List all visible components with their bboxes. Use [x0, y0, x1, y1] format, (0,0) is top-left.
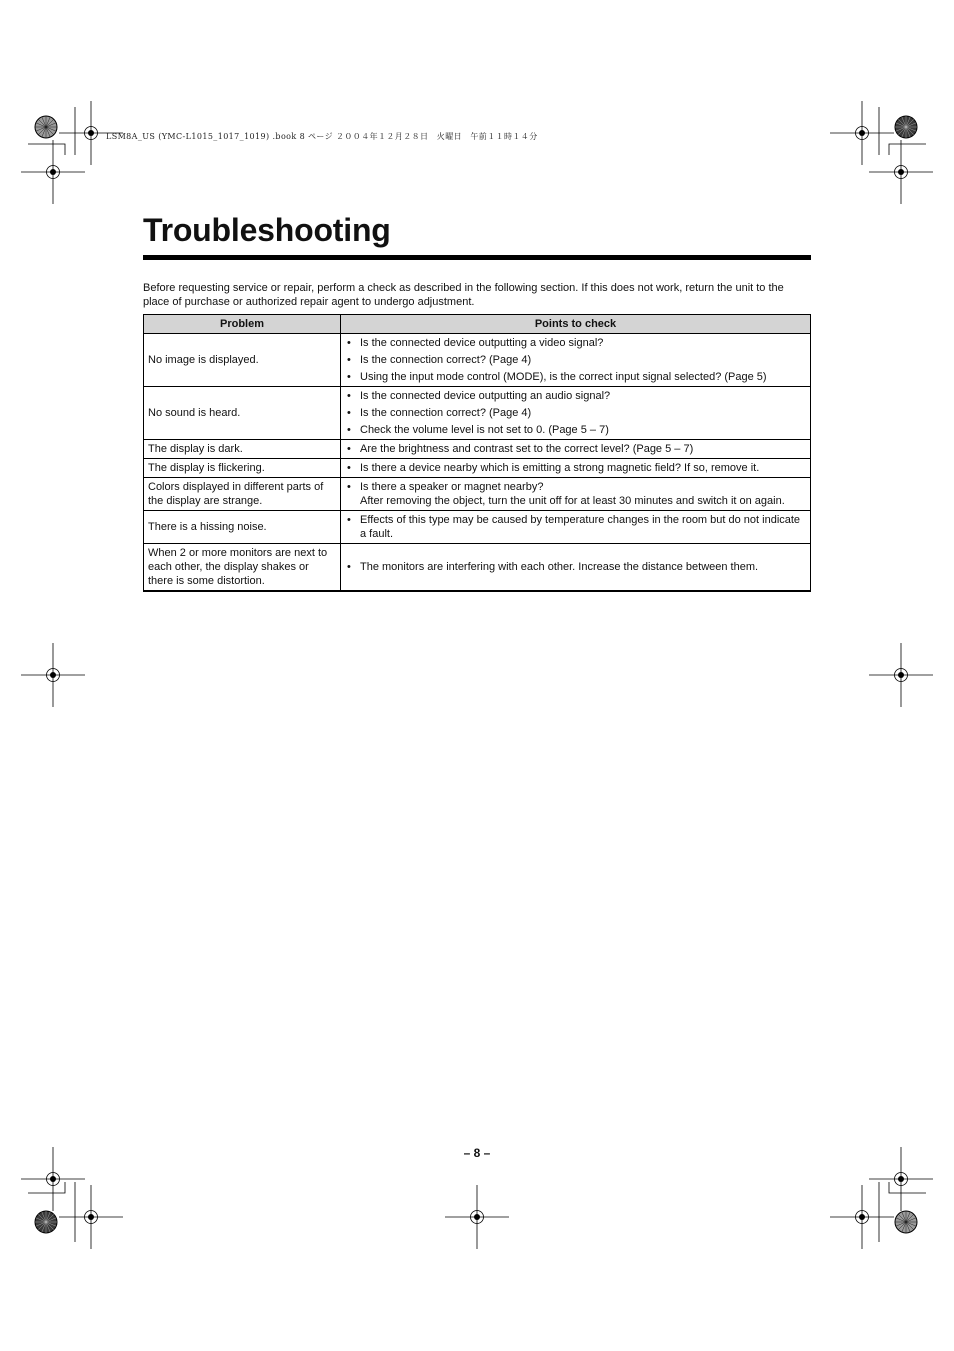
- check-item: • Is the connected device outputting a video signal?: [345, 336, 806, 350]
- points-cell: [341, 478, 811, 511]
- check-item: • Using the input mode control (MODE), is the correct input signal selected? (Page 5): [345, 370, 806, 384]
- check-list: [345, 442, 806, 456]
- check-item-text: Is there a speaker or magnet nearby?: [360, 481, 544, 493]
- points-column-header: Points to check: [341, 315, 811, 334]
- points-cell: [341, 440, 811, 459]
- table-row: [144, 511, 811, 544]
- check-item: • Effects of this type may be caused by temperature changes in the room but do not indicate a fault.: [345, 513, 806, 541]
- check-item: • Is the connected device outputting an audio signal?: [345, 389, 806, 403]
- check-item: • Is the connection correct? (Page 4): [345, 353, 806, 367]
- check-list: [345, 461, 806, 475]
- page-number: – 8 –: [463, 1146, 491, 1160]
- problem-cell: The display is flickering.: [144, 459, 341, 478]
- problem-cell: There is a hissing noise.: [144, 511, 341, 544]
- check-list: [345, 389, 806, 437]
- check-list: [345, 336, 806, 384]
- points-cell: [341, 334, 811, 387]
- file-header: LSM8A_US (YMC-L1015_1017_1019) .book 8 ページ ２００４年１２月２８日 火曜日 午前１１時１４分: [106, 132, 538, 141]
- check-list: [345, 513, 806, 541]
- check-item: • Are the brightness and contrast set to the correct level? (Page 5 – 7): [345, 442, 806, 456]
- points-cell: [341, 459, 811, 478]
- table-row: [144, 459, 811, 478]
- table-row: [144, 387, 811, 440]
- check-list: [345, 560, 806, 574]
- problem-column-header: Problem: [144, 315, 341, 334]
- problem-cell: No sound is heard.: [144, 387, 341, 440]
- check-item: • Is the connection correct? (Page 4): [345, 406, 806, 420]
- points-cell: [341, 387, 811, 440]
- problem-cell: When 2 or more monitors are next to each other, the display shakes or there is some distortion.: [144, 544, 341, 592]
- check-item-note: After removing the object, turn the unit off for at least 30 minutes and switch it on again.: [360, 495, 785, 507]
- table-row: [144, 544, 811, 592]
- table-header-row: [144, 315, 811, 334]
- table-row: [144, 440, 811, 459]
- points-cell: [341, 544, 811, 592]
- troubleshooting-table: [143, 314, 811, 592]
- check-item: • The monitors are interfering with each other. Increase the distance between them.: [345, 560, 806, 574]
- table-row: [144, 334, 811, 387]
- check-item: • Is there a device nearby which is emitting a strong magnetic field? If so, remove it.: [345, 461, 806, 475]
- check-item: • Check the volume level is not set to 0. (Page 5 – 7): [345, 423, 806, 437]
- points-cell: [341, 511, 811, 544]
- problem-cell: Colors displayed in different parts of the display are strange.: [144, 478, 341, 511]
- table-row: [144, 478, 811, 511]
- problem-cell: The display is dark.: [144, 440, 341, 459]
- check-list: [345, 480, 806, 508]
- check-item: [345, 480, 806, 508]
- title-rule: [143, 255, 811, 260]
- problem-cell: No image is displayed.: [144, 334, 341, 387]
- page-title: Troubleshooting: [143, 212, 391, 248]
- intro-paragraph: Before requesting service or repair, perform a check as described in the following section. If this does not work, return the unit to the place of purchase or authorized repair agent to undergo adjustment.: [143, 282, 784, 308]
